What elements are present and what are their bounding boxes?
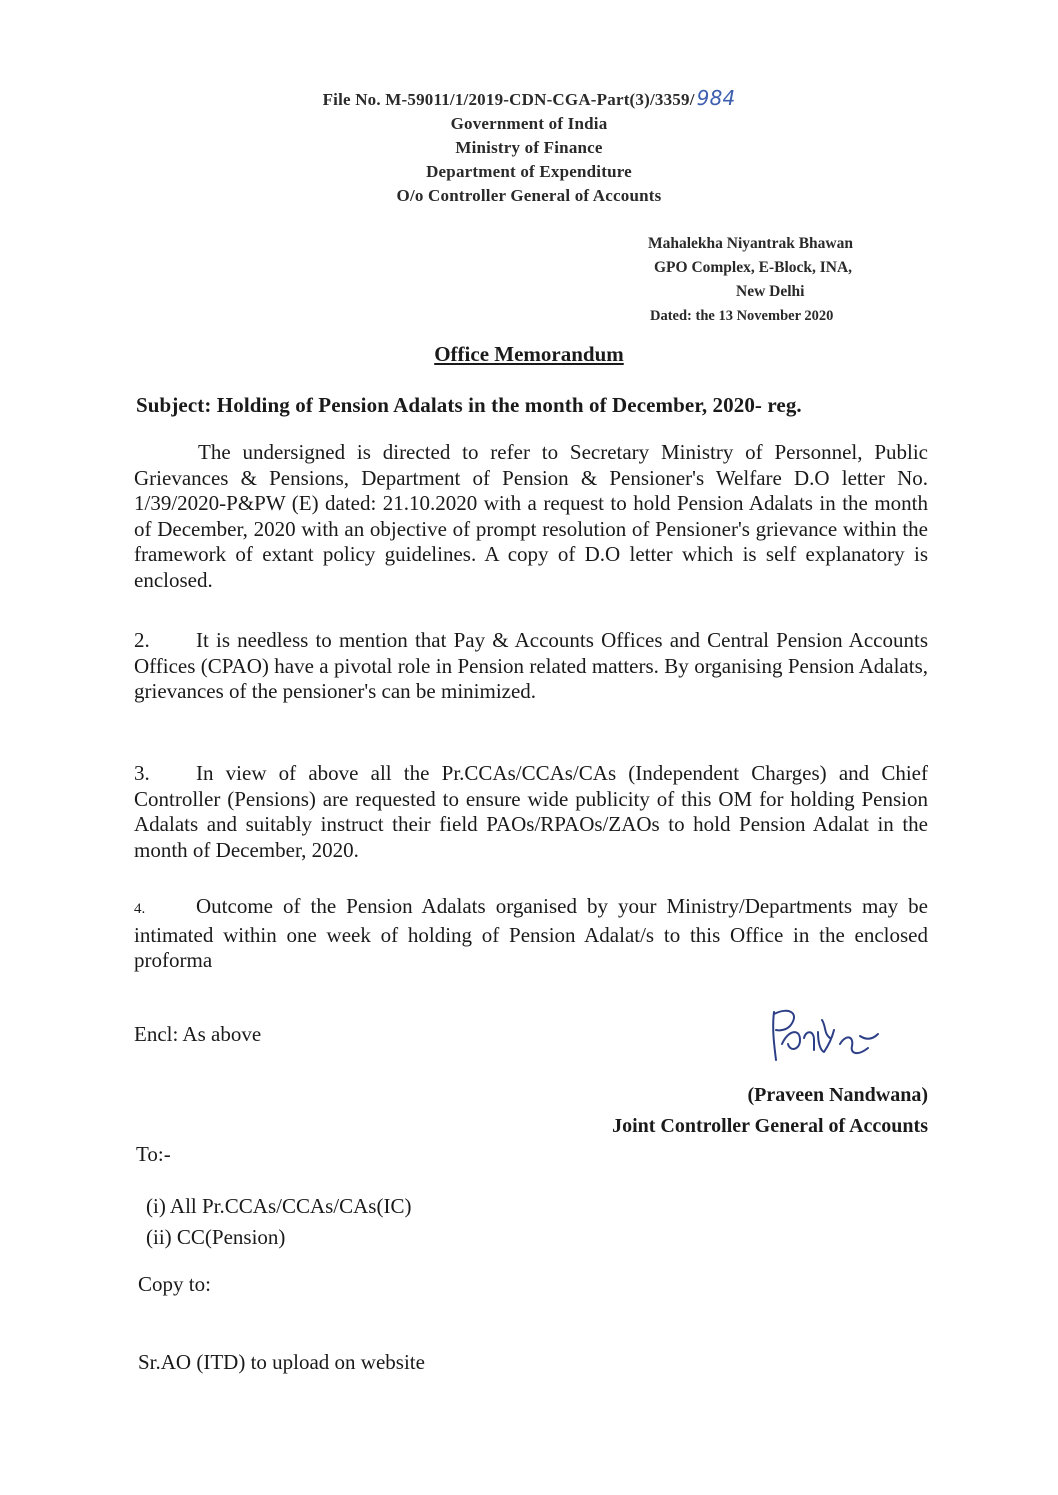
address-line-3: New Delhi bbox=[736, 283, 805, 300]
memo-subject: Subject: Holding of Pension Adalats in the month of December, 2020- reg. bbox=[136, 393, 802, 417]
letter-header bbox=[0, 86, 1058, 208]
paragraph-3 bbox=[134, 761, 928, 863]
header-line-office: O/o Controller General of Accounts bbox=[396, 186, 662, 205]
recipient-list bbox=[146, 1191, 411, 1253]
signatory-name: (Praveen Nandwana) bbox=[747, 1084, 928, 1106]
signatory-block bbox=[538, 1080, 928, 1142]
letter-date: Dated: the 13 November 2020 bbox=[650, 308, 834, 324]
handwritten-signature bbox=[760, 1000, 890, 1072]
header-line-ministry: Ministry of Finance bbox=[455, 138, 603, 157]
recipient-item-1: (i) All Pr.CCAs/CCAs/CAs(IC) bbox=[146, 1194, 412, 1218]
paragraph-2 bbox=[134, 628, 928, 705]
header-line-department: Department of Expenditure bbox=[426, 162, 632, 181]
header-line-government: Government of India bbox=[450, 114, 608, 133]
paragraph-1: The undersigned is directed to refer to Secretary Ministry of Personnel, Public Grievances & Pensions, Department of Pension & Pensioner's Welfare D.O letter No. 1/39/2020-P&PW (E) dated: 21.10.2020 with a request to hold Pension Adalats in the month of December, 2020 with an objective of prompt resolution of Pensioner's grievance within the framework of extant policy guidelines. A copy of D.O letter which is self explanatory is enclosed. bbox=[134, 440, 928, 592]
file-number-text: File No. M-59011/1/2019-CDN-CGA-Part(3)/3359/ bbox=[322, 90, 695, 109]
memo-title: Office Memorandum bbox=[434, 342, 624, 366]
file-number-handwritten: 984 bbox=[696, 86, 736, 110]
file-number bbox=[0, 86, 1058, 112]
paragraph-2-number: 2. bbox=[134, 628, 150, 652]
paragraph-4-text: Outcome of the Pension Adalats organised by your Ministry/Departments may be intimated within one week of holding of Pension Adalat/s to this Office in the enclosed proforma bbox=[134, 894, 928, 972]
to-label: To:- bbox=[136, 1142, 171, 1166]
copy-to-item: Sr.AO (ITD) to upload on website bbox=[138, 1350, 425, 1374]
paragraph-2-text: It is needless to mention that Pay & Accounts Offices and Central Pension Accounts Offices (CPAO) have a pivotal role in Pension related matters. By organising Pension Adalats, grievances of the pensioner's can be minimized. bbox=[134, 628, 928, 703]
paragraph-4 bbox=[134, 894, 928, 974]
recipient-item-2: (ii) CC(Pension) bbox=[146, 1225, 286, 1249]
paragraph-3-text: In view of above all the Pr.CCAs/CCAs/CAs (Independent Charges) and Chief Controller (Pensions) are requested to ensure wide publicity of this OM for holding Pension Adalats and suitably instruct their field PAOs/RPAOs/ZAOs to hold Pension Adalat in the month of December, 2020. bbox=[134, 761, 928, 862]
office-address bbox=[640, 232, 940, 328]
copy-to-label: Copy to: bbox=[138, 1272, 211, 1296]
paragraph-3-number: 3. bbox=[134, 761, 150, 785]
enclosure-note: Encl: As above bbox=[134, 1022, 262, 1046]
address-line-1: Mahalekha Niyantrak Bhawan bbox=[648, 235, 853, 252]
paragraph-4-number: 4. bbox=[134, 901, 146, 917]
address-line-2: GPO Complex, E-Block, INA, bbox=[654, 259, 853, 276]
signatory-designation: Joint Controller General of Accounts bbox=[612, 1115, 928, 1137]
